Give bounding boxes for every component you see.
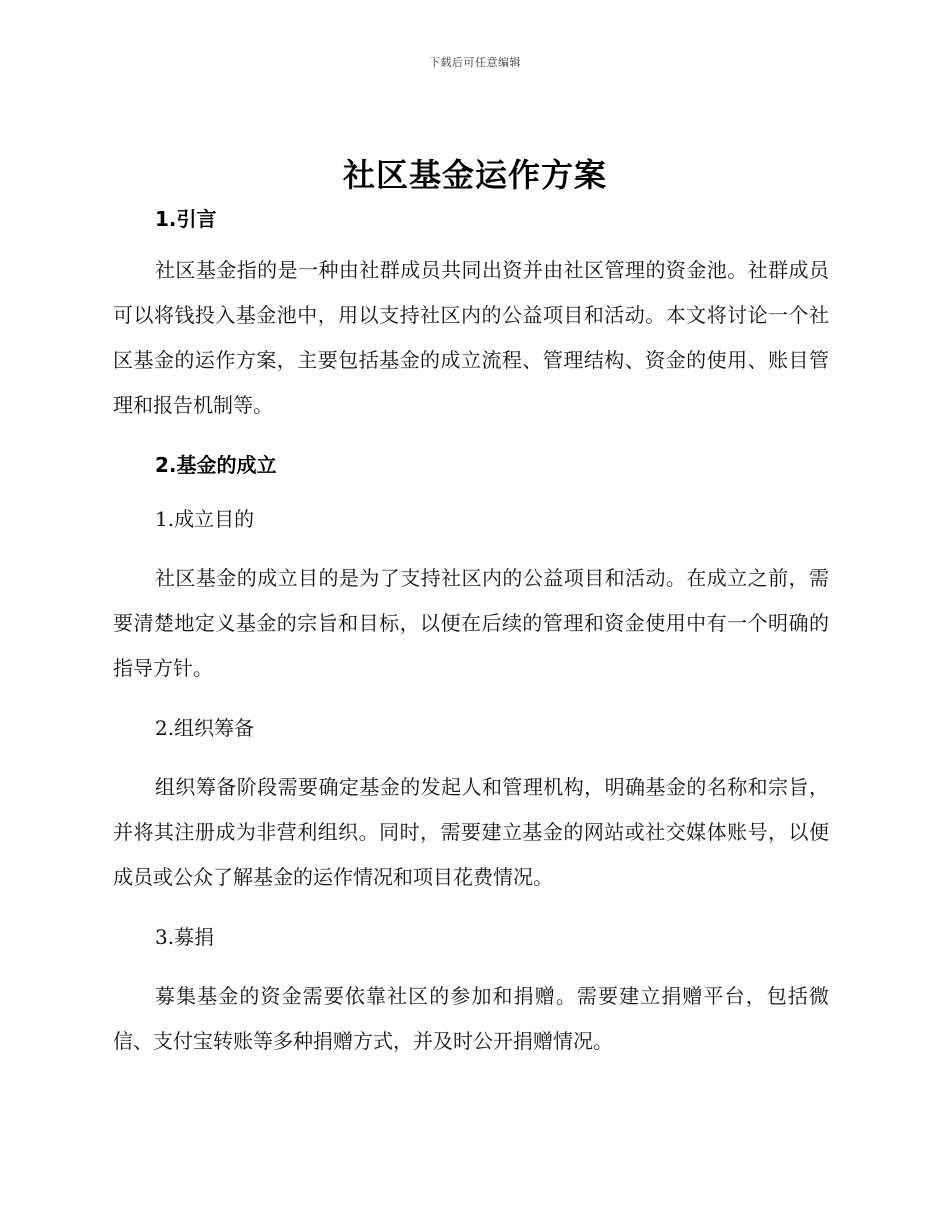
paragraph-fundraising: 募集基金的资金需要依靠社区的参加和捐赠。需要建立捐赠平台，包括微信、支付宝转账等多种捐赠方式，并及时公开捐赠情况。 (113, 984, 829, 1053)
subsection-heading-purpose: 1.成立目的 (155, 507, 255, 531)
paragraph-intro: 社区基金指的是一种由社群成员共同出资并由社区管理的资金池。社群成员可以将钱投入基金池中，用以支持社区内的公益项目和活动。本文将讨论一个社区基金的运作方案，主要包括基金的成立流程、管理结构、资金的使用、账目管理和报告机制等。 (113, 258, 829, 417)
header-note: 下载后可任意编辑 (429, 56, 521, 69)
paragraph-purpose: 社区基金的成立目的是为了支持社区内的公益项目和活动。在成立之前，需要清楚地定义基金的宗旨和目标，以便在后续的管理和资金使用中有一个明确的指导方针。 (113, 566, 829, 680)
section-heading-establish: 2.基金的成立 (155, 453, 277, 477)
document-title: 社区基金运作方案 (342, 156, 607, 194)
section-heading-intro: 1.引言 (155, 207, 217, 231)
subsection-heading-fundraising: 3.募捐 (155, 925, 215, 949)
paragraph-preparation: 组织筹备阶段需要确定基金的发起人和管理机构，明确基金的名称和宗旨，并将其注册成为非营利组织。同时，需要建立基金的网站或社交媒体账号，以便成员或公众了解基金的运作情况和项目花费情况。 (113, 775, 829, 889)
subsection-heading-preparation: 2.组织筹备 (155, 716, 255, 740)
document-body (113, 202, 829, 1064)
